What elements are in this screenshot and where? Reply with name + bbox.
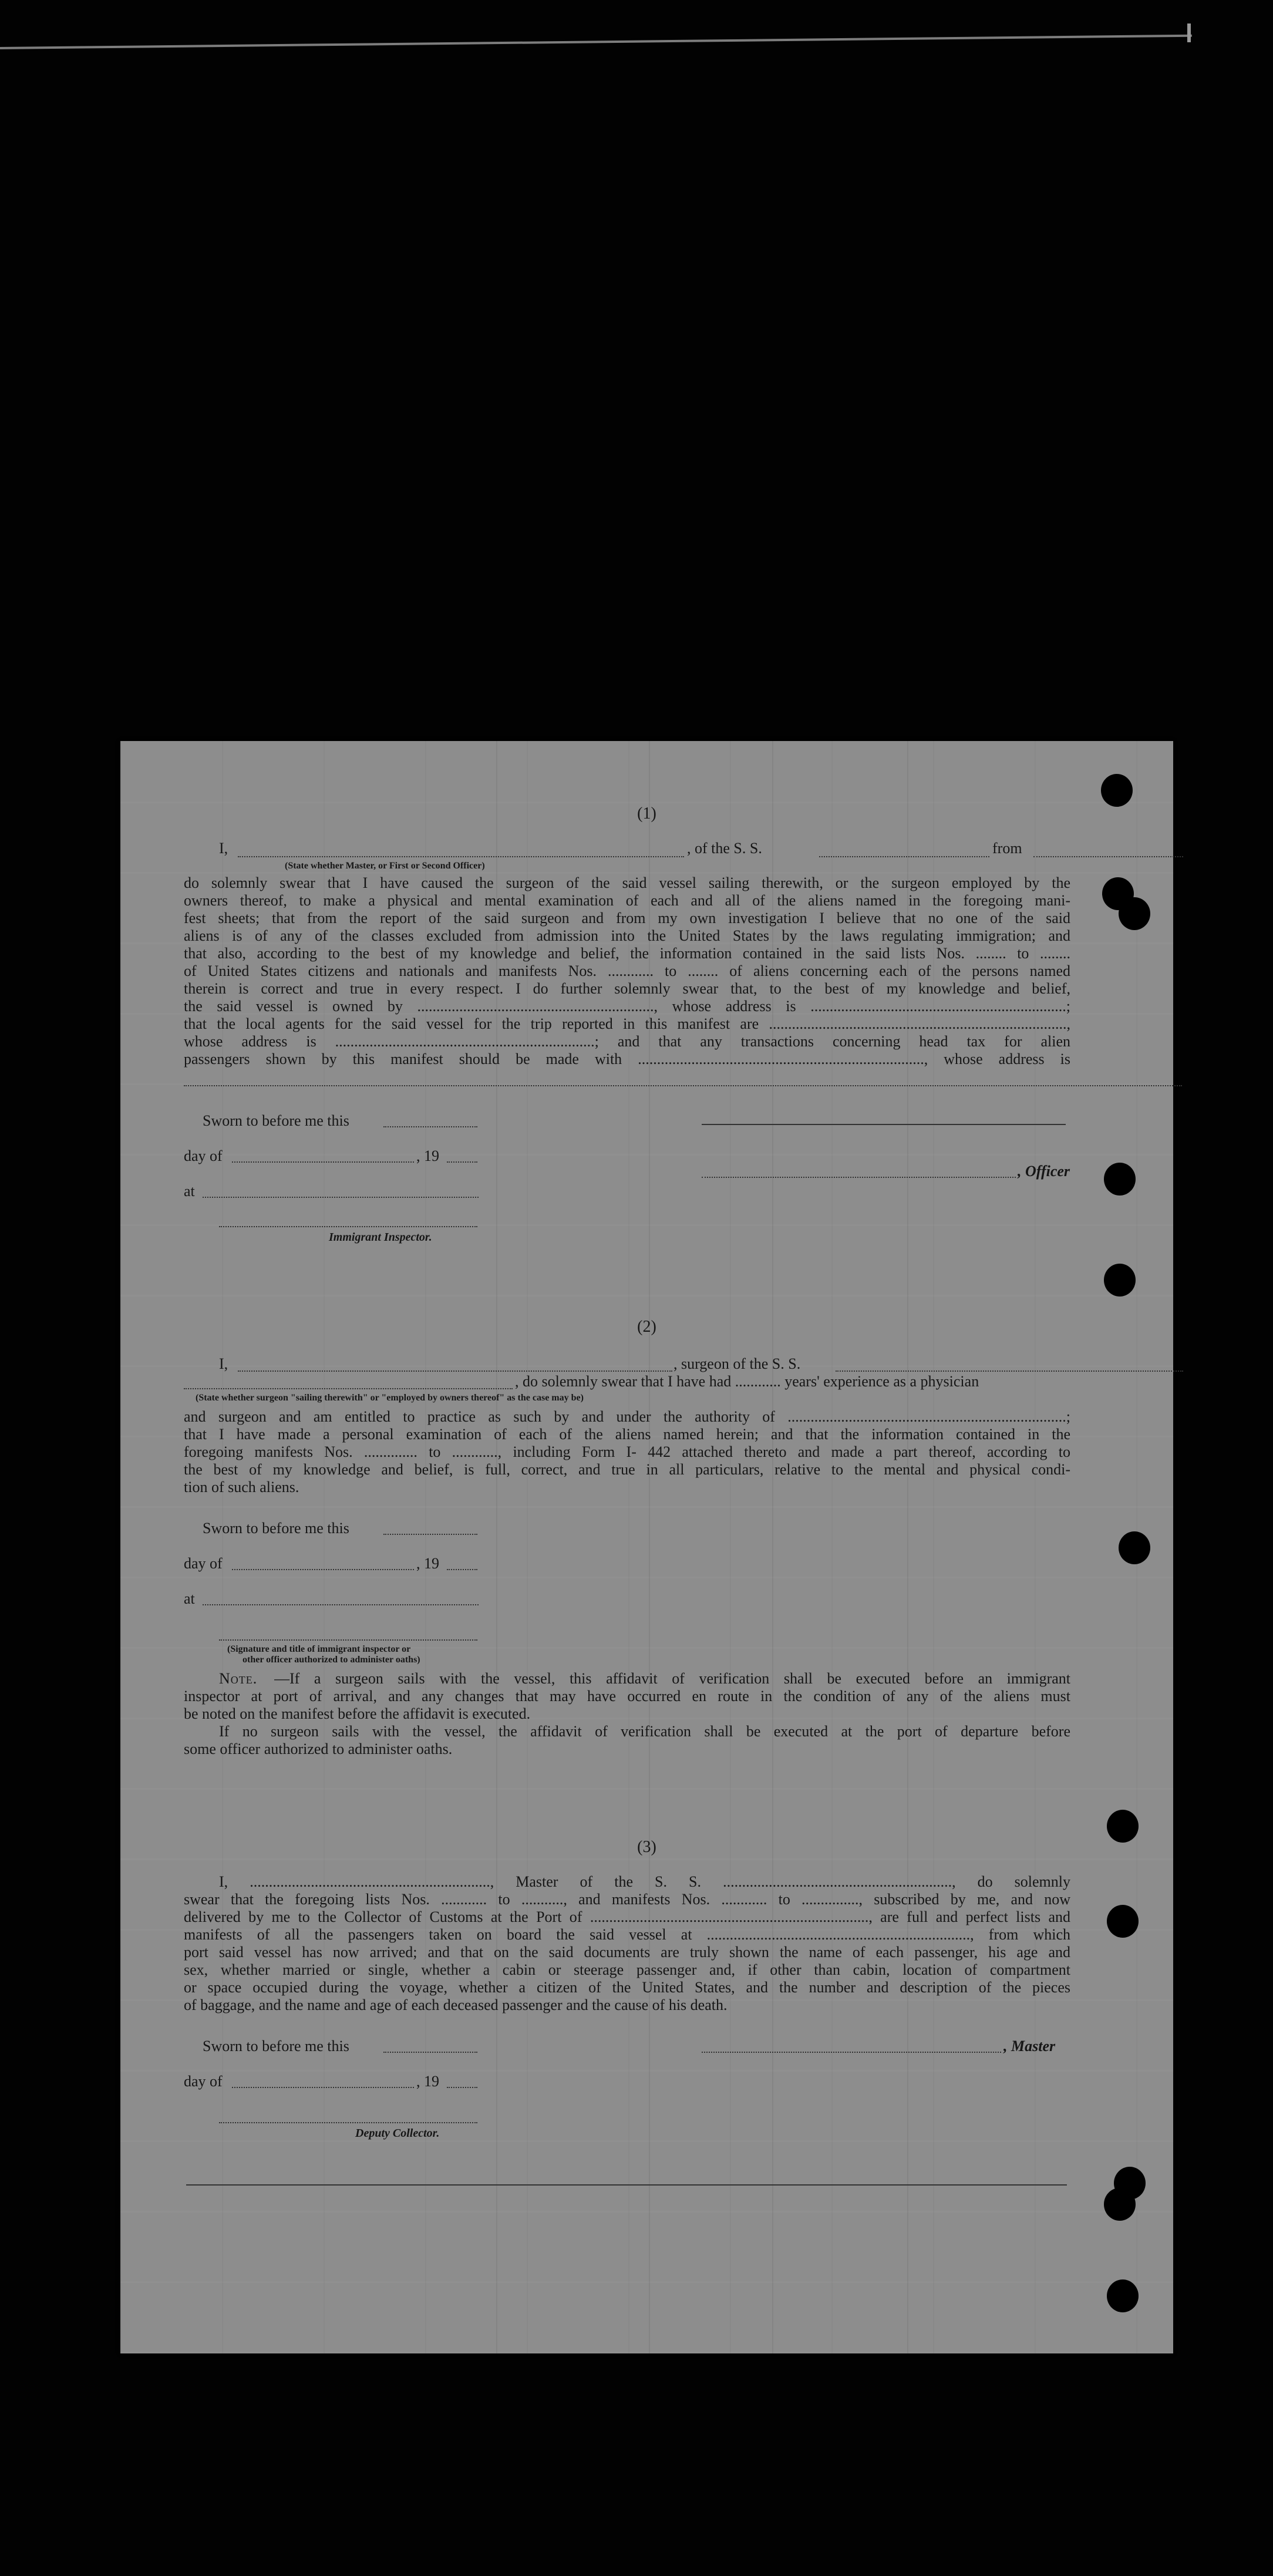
section-1-body-line: that the local agents for the said vessel for the trip reported in this manifest are .............................................................................., [184, 1015, 1070, 1032]
scan-edge-tick [1187, 23, 1191, 42]
punch-hole [1107, 2279, 1139, 2312]
section-1-ship-field[interactable] [819, 856, 989, 857]
section-2-body-line: and surgeon and am entitled to practice as such by and under the authority of .........................................................................; [184, 1408, 1070, 1425]
section-3-body-line: swear that the foregoing lists Nos. ............ to ..........., and manifests Nos. ............ to ..............., subscribed by me, and now [184, 1891, 1070, 1908]
section-2-sworn-field[interactable] [383, 1534, 477, 1535]
section-1-number: (1) [637, 804, 656, 823]
section-2-body-line: that I have made a personal examination of each of the aliens named herein; and that the information contained in the [184, 1426, 1070, 1443]
section-1-inspector-signature-field[interactable] [219, 1226, 477, 1227]
section-1-body-line: that also, according to the best of my knowledge and belief, the information contained in the said lists Nos. ........ to ........ [184, 945, 1070, 962]
punch-hole [1101, 774, 1133, 807]
section-1-ship-label: , of the S. S. [687, 840, 762, 857]
section-2-year-label: , 19 [416, 1555, 439, 1572]
section-2-note-label: Note. [219, 1670, 258, 1687]
section-1-inspector-caption: Immigrant Inspector. [329, 1231, 432, 1244]
manifest-affidavit-sheet [120, 741, 1173, 2353]
section-2-day-field[interactable] [232, 1569, 414, 1570]
section-2-status-field[interactable] [184, 1388, 513, 1389]
section-2-number: (2) [637, 1318, 656, 1336]
section-1-body-line: whose address is ....................................................................; and that any transactions concerning head tax for alien [184, 1033, 1070, 1050]
section-1-body-line: of United States citizens and nationals and manifests Nos. ............ to ........ of aliens concerning each of the persons named [184, 962, 1070, 979]
punch-hole [1107, 1905, 1139, 1938]
section-2-note-line: If no surgeon sails with the vessel, the affidavit of verification shall be executed at the port of departure before [219, 1723, 1070, 1740]
section-2-caption: (State whether surgeon "sailing therewith" or "employed by owners thereof" as the case may be) [196, 1393, 584, 1403]
section-3-collector-caption: Deputy Collector. [355, 2127, 440, 2140]
section-3-body-line: or space occupied during the voyage, whether a citizen of the United States, and the number and description of the pieces [184, 1979, 1070, 1996]
section-1-year-label: , 19 [416, 1147, 439, 1164]
section-1-officer-label: , Officer [1018, 1163, 1070, 1180]
section-3-day-field[interactable] [232, 2087, 414, 2088]
section-2-experience-text: , do solemnly swear that I have had ............ years' experience as a physician [515, 1373, 979, 1390]
section-1-year-field[interactable] [447, 1161, 477, 1163]
section-1-day-label: day of [184, 1147, 223, 1164]
section-2-body-line: tion of such aliens. [184, 1479, 299, 1496]
section-3-master-label: , Master [1003, 2038, 1056, 2055]
section-3-body-line: sex, whether married or single, whether a cabin or steerage passenger and, if other than cabin, location of compartment [184, 1961, 1070, 1978]
section-1-body-line: the said vessel is owned by .............................................................., whose address is ...................................................................; [184, 998, 1070, 1015]
section-1-sworn-field[interactable] [383, 1126, 477, 1127]
section-3-number: (3) [637, 1838, 656, 1856]
section-1-body-line: fest sheets; that from the report of the said surgeon and from my own investigation I believe that no one of the said [184, 910, 1070, 927]
section-2-ship-field[interactable] [836, 1371, 1183, 1372]
section-3-sworn-field[interactable] [383, 2052, 477, 2053]
section-2-sworn-label: Sworn to before me this [203, 1520, 349, 1537]
section-3-body-line: of baggage, and the name and age of each deceased passenger and the cause of his death. [184, 1996, 728, 2013]
section-1-signature-line[interactable] [702, 1124, 1066, 1125]
punch-hole [1104, 2188, 1136, 2221]
section-1-caption: (State whether Master, or First or Second Officer) [285, 861, 485, 871]
section-3-body-line: I, ..............................................................., Master of the S. S. ............................................................, do solemnly [219, 1873, 1070, 1890]
section-3-body-line: port said vessel has now arrived; and that on the said documents are truly shown the name of each passenger, his age and [184, 1944, 1070, 1961]
section-2-i-label: I, [219, 1355, 228, 1372]
section-1-body-line: aliens is of any of the classes excluded from admission into the United States by the laws regulating immigration; and [184, 927, 1070, 944]
section-1-address-field[interactable] [184, 1085, 1182, 1086]
section-1-at-field[interactable] [203, 1197, 479, 1198]
section-2-note-line: some officer authorized to administer oaths. [184, 1740, 453, 1757]
section-1-body-line: owners thereof, to make a physical and mental examination of each and all of the aliens named in the foregoing mani- [184, 892, 1070, 909]
section-1-from-label: from [992, 840, 1022, 857]
section-1-sworn-label: Sworn to before me this [203, 1112, 349, 1129]
section-1-officer-field[interactable] [702, 1177, 1016, 1178]
section-1-day-field[interactable] [232, 1161, 414, 1163]
section-2-signature-caption-2: other officer authorized to administer oaths) [243, 1655, 420, 1665]
section-3-year-field[interactable] [447, 2087, 477, 2088]
section-1-i-label: I, [219, 840, 228, 857]
section-2-body-line: the best of my knowledge and belief, is full, correct, and true in all particulars, relative to the mental and physical condi- [184, 1461, 1070, 1478]
section-2-note-line: be noted on the manifest before the affidavit is executed. [184, 1705, 531, 1722]
section-3-collector-signature-field[interactable] [219, 2122, 477, 2123]
section-2-ship-label: , surgeon of the S. S. [673, 1355, 801, 1372]
section-2-signature-caption-1: (Signature and title of immigrant inspector or [227, 1644, 411, 1654]
section-2-note-line: —If a surgeon sails with the vessel, this affidavit of verification shall be executed before an immigrant [274, 1670, 1070, 1687]
section-3-body-line: manifests of all the passengers taken on board the said vessel at ....................................................................., from which [184, 1926, 1070, 1943]
bottom-rule [186, 2184, 1067, 2186]
section-1-name-field[interactable] [238, 856, 684, 857]
section-3-body-line: delivered by me to the Collector of Customs at the Port of ........................................................................., are full and perfect lists and [184, 1908, 1070, 1925]
section-1-from-field[interactable] [1033, 856, 1183, 857]
section-1-body-line: therein is correct and true in every respect. I do further solemnly swear that, to the best of my knowledge and belief, [184, 980, 1070, 997]
section-1-at-label: at [184, 1183, 195, 1200]
section-2-year-field[interactable] [447, 1569, 477, 1570]
section-3-sworn-label: Sworn to before me this [203, 2038, 349, 2055]
punch-hole [1119, 1531, 1150, 1564]
scan-edge-line [0, 35, 1192, 49]
section-2-at-label: at [184, 1590, 195, 1607]
section-1-body-line: passengers shown by this manifest should be made with ..........................................................................., whose address is [184, 1050, 1070, 1068]
punch-hole [1104, 1163, 1136, 1196]
section-3-master-field[interactable] [702, 2052, 1001, 2053]
section-2-signature-field[interactable] [219, 1639, 477, 1641]
section-3-year-label: , 19 [416, 2073, 439, 2090]
section-1-body-line: do solemnly swear that I have caused the surgeon of the said vessel sailing therewith, or the surgeon employed by the [184, 874, 1070, 891]
section-2-day-label: day of [184, 1555, 223, 1572]
section-2-body-line: foregoing manifests Nos. .............. to ............, including Form I- 442 attached thereto and made a part thereof, according to [184, 1443, 1070, 1460]
section-2-at-field[interactable] [203, 1604, 479, 1605]
punch-hole [1119, 897, 1150, 930]
section-2-note-line: inspector at port of arrival, and any changes that may have occurred en route in the condition of any of the aliens must [184, 1688, 1070, 1705]
punch-hole [1104, 1264, 1136, 1297]
section-2-name-field[interactable] [238, 1371, 672, 1372]
section-3-day-label: day of [184, 2073, 223, 2090]
